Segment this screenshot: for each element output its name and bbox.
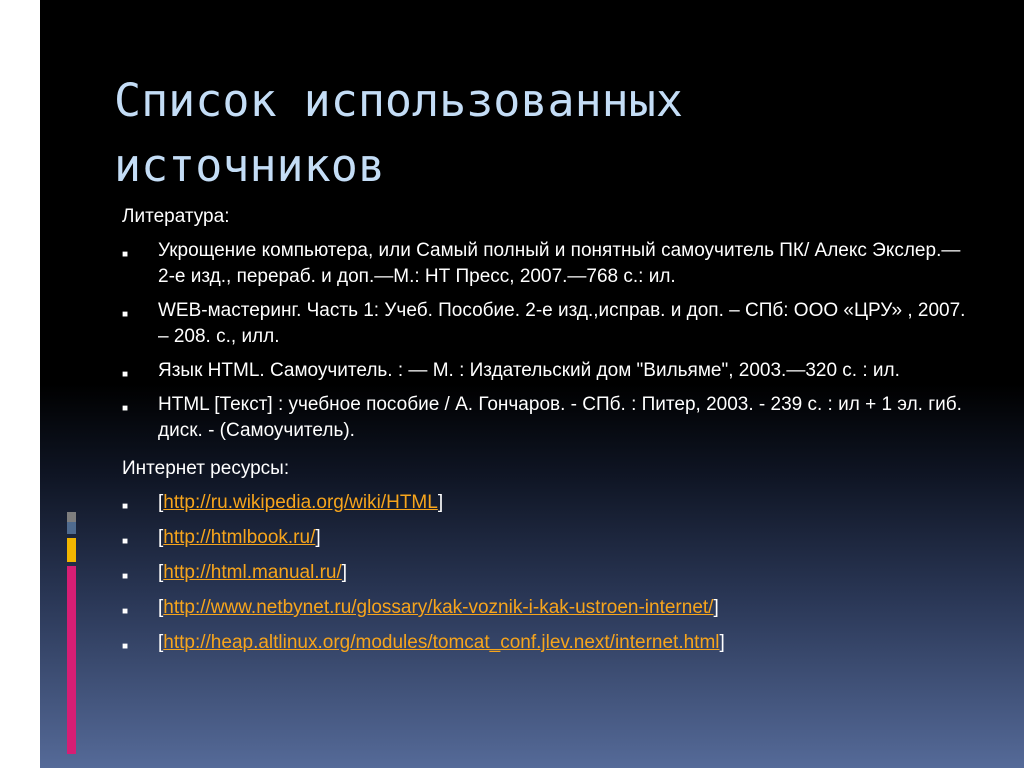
accent-bar-yellow — [67, 538, 76, 562]
square-bullet-icon: ■ — [122, 309, 129, 320]
link-item — [122, 490, 972, 516]
square-bullet-icon: ■ — [122, 536, 129, 547]
link-item — [122, 595, 972, 621]
link-htmlbook[interactable]: http://htmlbook.ru/ — [163, 527, 316, 548]
literature-item — [122, 358, 972, 384]
square-bullet-icon: ■ — [122, 501, 129, 512]
literature-list — [122, 238, 972, 444]
square-bullet-icon: ■ — [122, 641, 129, 652]
left-margin — [0, 0, 40, 768]
bracket-open: [ — [158, 632, 164, 653]
bracket-open: [ — [158, 597, 164, 618]
square-bullet-icon: ■ — [122, 571, 129, 582]
bracket-open: [ — [158, 492, 164, 513]
literature-item-text: Укрощение компьютера, или Самый полный и понятный самоучитель ПК/ Алекс Экслер.—2-е изд., перераб. и доп.—М.: НТ Пресс, 2007.—768 с.: ил. — [158, 240, 961, 287]
literature-item-text: Язык HTML. Самоучитель. : — М. : Издательский дом "Вильяме", 2003.—320 с. : ил. — [158, 360, 900, 381]
literature-item-text: WEB-мастеринг. Часть 1: Учеб. Пособие. 2-е изд.,исправ. и доп. – СПб: ООО «ЦРУ» , 2007. – 208. с., илл. — [158, 300, 966, 347]
link-item — [122, 630, 972, 656]
bracket-close: ] — [315, 527, 321, 548]
square-bullet-icon: ■ — [122, 606, 129, 617]
link-item — [122, 525, 972, 551]
literature-item — [122, 238, 972, 290]
accent-bar-slate — [67, 522, 76, 534]
accent-bar-magenta — [67, 566, 76, 754]
bracket-close: ] — [341, 562, 348, 583]
link-netbynet[interactable]: http://www.netbynet.ru/glossary/kak-voznik-i-kak-ustroen-internet/ — [163, 597, 714, 618]
internet-heading: Интернет ресурсы: — [122, 458, 290, 479]
bracket-close: ] — [713, 597, 719, 618]
literature-heading: Литература: — [122, 206, 230, 227]
literature-item-text: HTML [Текст] : учебное пособие / А. Гончаров. - СПб. : Питер, 2003. - 239 с. : ил + 1 эл. гиб. диск. - (Самоучитель). — [158, 394, 962, 441]
link-altlinux[interactable]: http://heap.altlinux.org/modules/tomcat_conf.jlev.next/internet.html — [163, 632, 720, 653]
bracket-open: [ — [158, 527, 164, 548]
bracket-close: ] — [719, 632, 725, 653]
square-bullet-icon: ■ — [122, 403, 129, 414]
slide-title: Список использованных источников — [114, 74, 683, 192]
links-list — [122, 490, 972, 656]
bracket-open: [ — [158, 562, 164, 583]
literature-item — [122, 298, 972, 350]
link-item — [122, 560, 972, 586]
bracket-close: ] — [437, 492, 444, 513]
square-bullet-icon: ■ — [122, 249, 129, 260]
square-bullet-icon: ■ — [122, 369, 129, 380]
literature-item — [122, 392, 972, 444]
link-wikipedia-html[interactable]: http://ru.wikipedia.org/wiki/HTML — [163, 492, 438, 513]
slide-content — [122, 204, 972, 665]
link-html-manual[interactable]: http://html.manual.ru/ — [163, 562, 342, 583]
